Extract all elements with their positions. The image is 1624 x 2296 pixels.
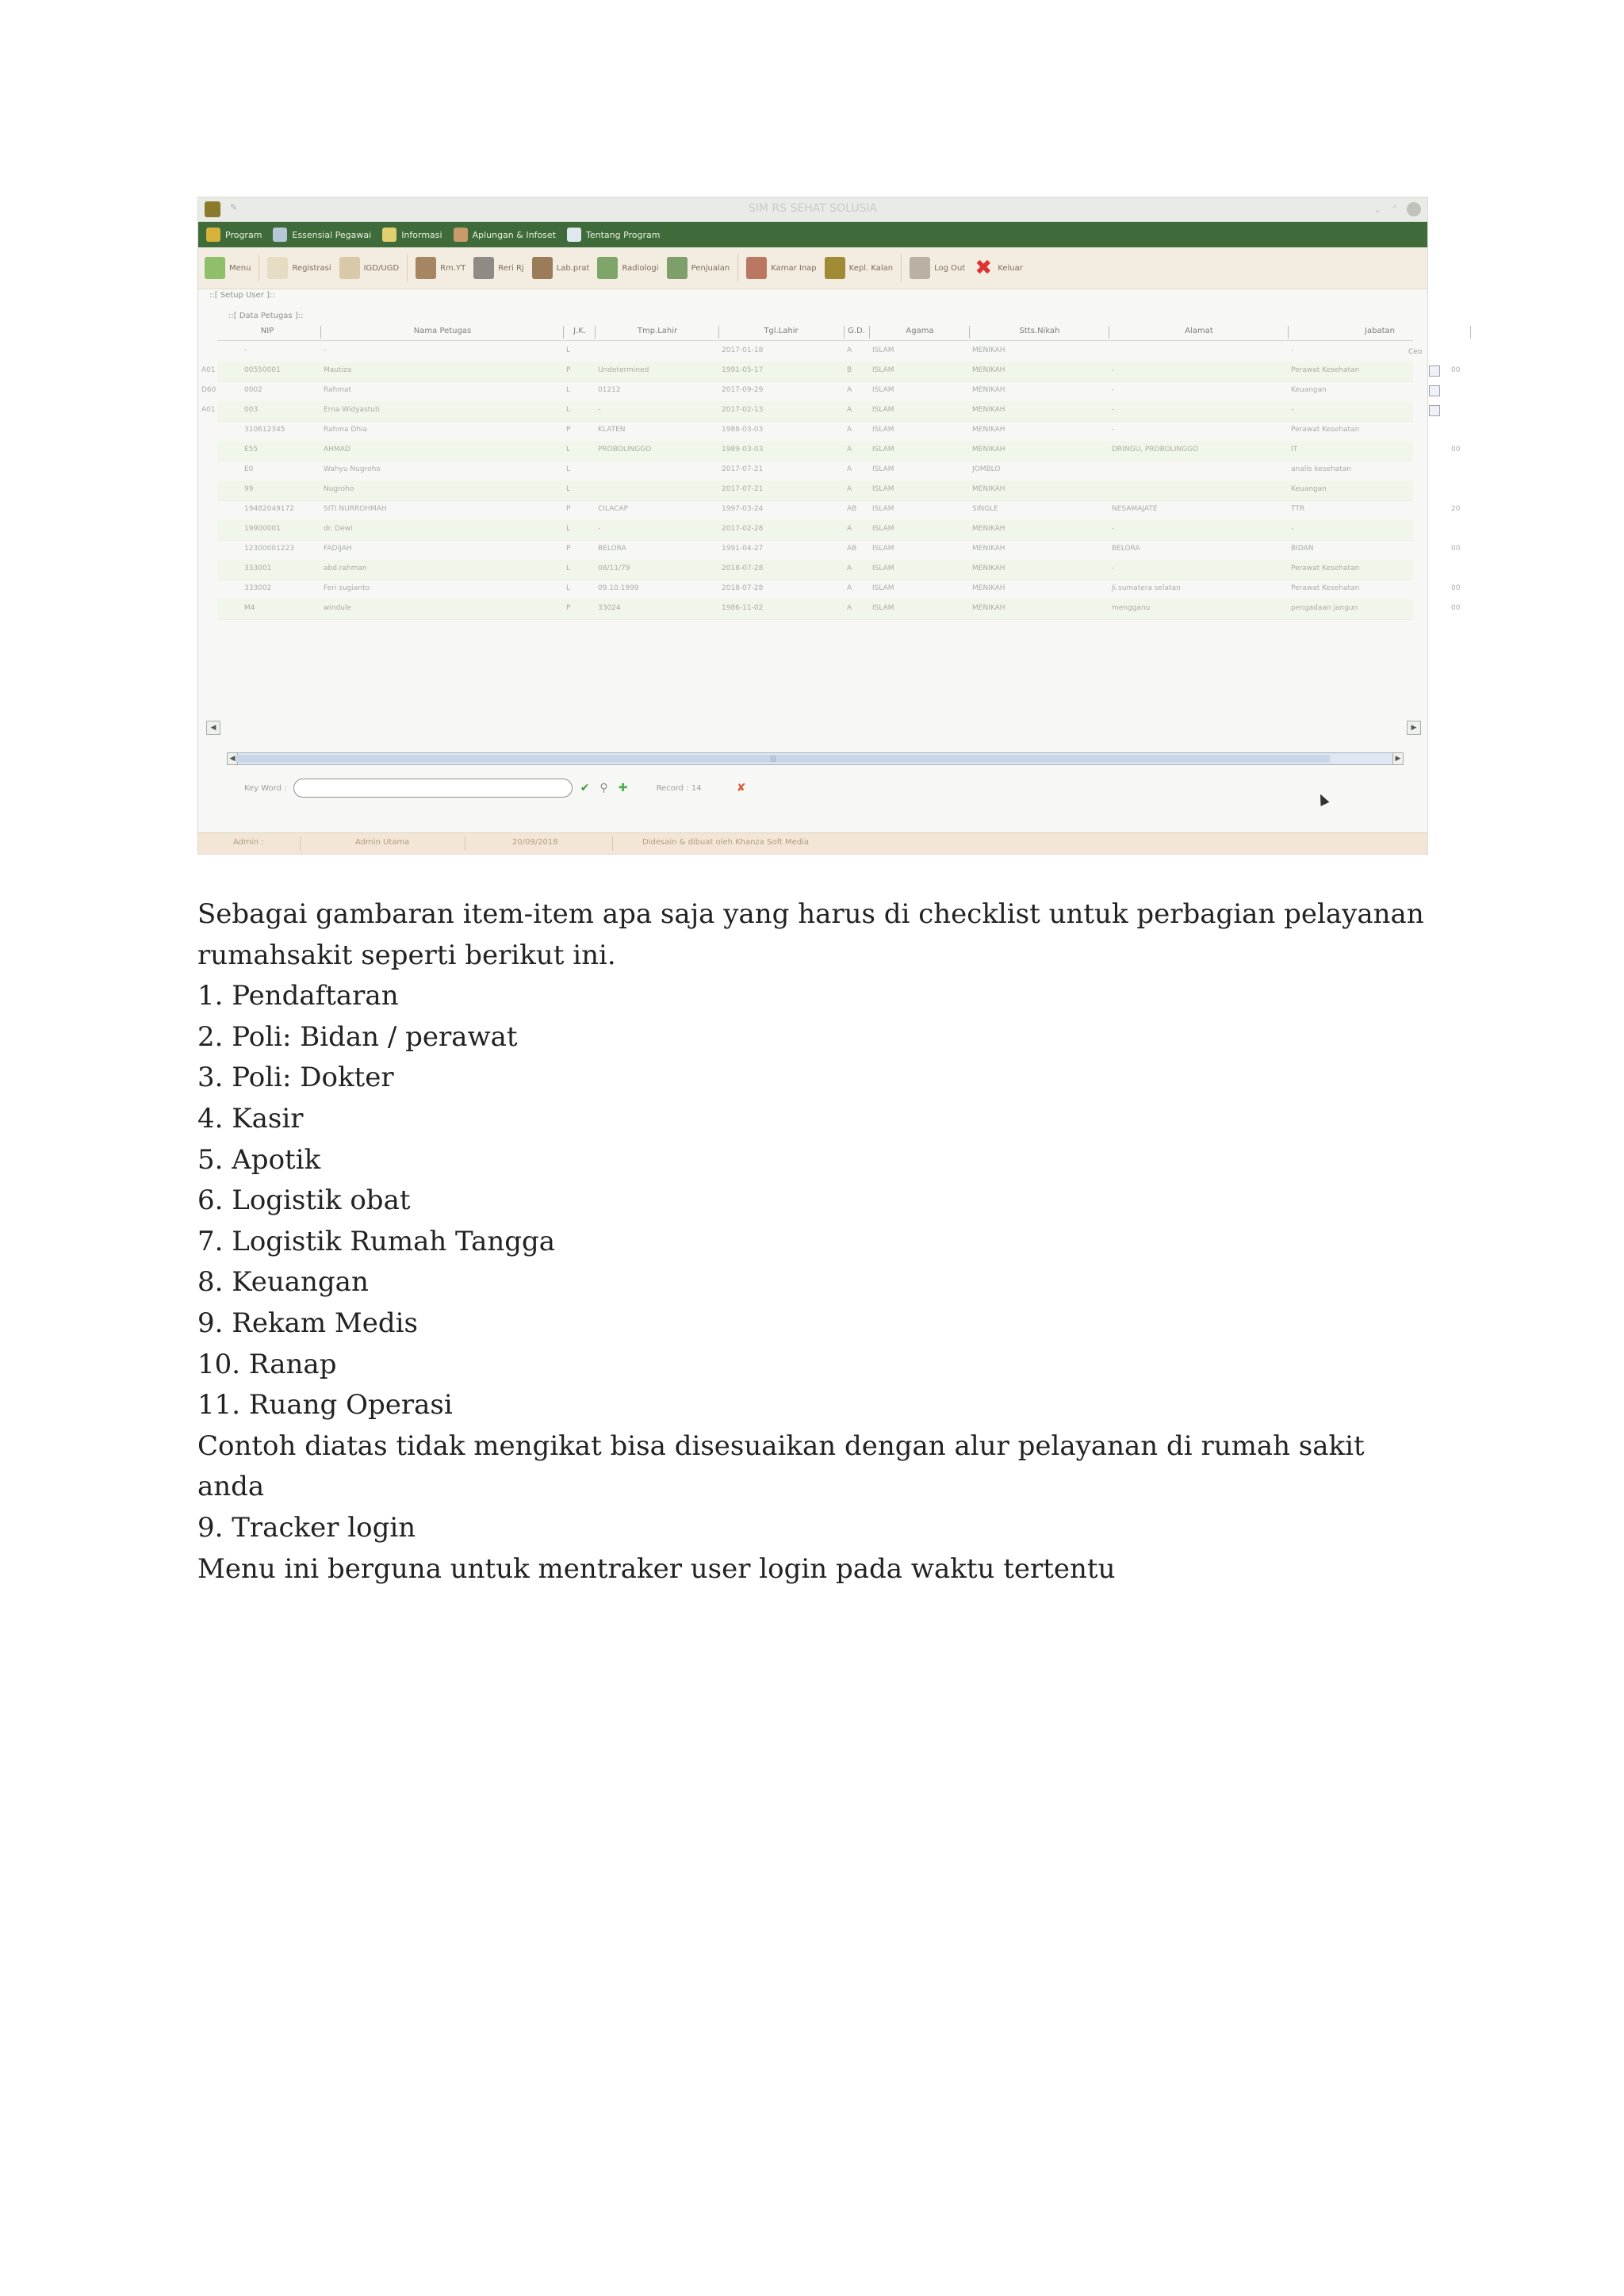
cell-jk: P	[566, 604, 571, 612]
cell-extra: 00	[1451, 446, 1461, 453]
cell-tmp: -	[598, 406, 601, 414]
status-user: Admin Utama	[355, 838, 410, 847]
checklist-item: 7. Logistik Rumah Tangga	[197, 1225, 556, 1257]
cell-gd: A	[847, 584, 852, 592]
cell-jabatan: pengadaan jangun	[1291, 604, 1358, 612]
window-titlebar	[198, 197, 1427, 222]
table-header	[217, 324, 1413, 341]
cell-tmp: BELORA	[598, 545, 626, 553]
cell-alamat: Ji.sumatera selatan	[1112, 584, 1181, 592]
checklist-item: 3. Poli: Dokter	[197, 1062, 394, 1094]
menu-label: Tentang Program	[585, 229, 661, 240]
intro-paragraph: Sebagai gambaran item-item apa saja yang harus di checklist untuk perbagian pelayanan rumahsakit seperti berikut ini.	[197, 898, 1424, 971]
cell-tmp: 08/11/79	[598, 564, 630, 572]
toolbar	[198, 247, 1427, 289]
toolbar-label: Registrasi	[292, 263, 331, 273]
toolbar-divider	[737, 254, 738, 281]
col-header-jabatan[interactable]: Jabatan	[1365, 327, 1395, 335]
cell-jk: L	[566, 446, 571, 453]
cell-jabatan: Perawat Kesehatan	[1291, 584, 1360, 592]
cell-tgl: 2017-09-29	[722, 386, 764, 394]
col-header-tgl-lahir[interactable]: Tgl.Lahir	[764, 327, 799, 335]
cell-extra: 00	[1451, 366, 1461, 374]
cell-nip: 0002	[244, 386, 262, 394]
table-row[interactable]	[217, 342, 1413, 362]
cell-nikah: MENIKAH	[972, 346, 1005, 354]
table-row[interactable]	[217, 500, 1461, 521]
cell-jk: L	[566, 465, 571, 473]
cell-nip: 99	[244, 485, 254, 493]
row-checkbox[interactable]	[1429, 405, 1440, 416]
cell-tmp: 09.10.1999	[598, 584, 639, 592]
cell-agama: ISLAM	[872, 366, 894, 374]
cell-nip: 12300001223	[244, 545, 294, 553]
toolbar-rerirj-button[interactable]	[473, 257, 523, 279]
cell-nama: dr. Dewi	[324, 525, 353, 533]
toolbar-menu-button[interactable]	[205, 257, 251, 279]
cell-tgl: 2017-02-28	[722, 525, 764, 533]
cell-nip: 19482049172	[244, 505, 294, 513]
column-divider[interactable]	[844, 326, 845, 339]
cell-gd: A	[847, 386, 852, 394]
cell-gd: A	[847, 465, 852, 473]
column-divider[interactable]	[869, 326, 870, 339]
radiology-icon	[597, 257, 618, 279]
toolbar-label: Keluar	[998, 263, 1023, 273]
cell-gd: A	[847, 426, 852, 434]
menu-informasi[interactable]	[382, 228, 442, 242]
cell-nip: E0	[244, 465, 254, 473]
maximize-icon[interactable]: ⌃	[1390, 204, 1400, 215]
cell-nama: Erna Widyastuti	[324, 406, 381, 414]
registration-icon	[267, 257, 288, 279]
magnifier-icon[interactable]: ⚲	[599, 782, 608, 794]
toolbar-lab-button[interactable]	[532, 257, 590, 279]
toolbar-label: Rm.YT	[440, 263, 466, 273]
cell-agama: ISLAM	[872, 346, 894, 354]
horizontal-scrollbar[interactable]	[227, 752, 1404, 765]
scrollbar-right-arrow-icon[interactable]: ▶	[1392, 752, 1404, 765]
table-row[interactable]	[217, 461, 1413, 481]
cell-agama: ISLAM	[872, 545, 894, 553]
toolbar-label: IGD/UGD	[363, 263, 400, 273]
house-icon	[746, 257, 767, 279]
toolbar-label: Radiologi	[622, 263, 659, 273]
cell-nikah: MENIKAH	[972, 485, 1005, 493]
cell-jk: P	[566, 545, 571, 553]
cell-jabatan: analis kesehatan	[1291, 465, 1351, 473]
logout-icon	[910, 257, 930, 279]
lab-icon	[532, 257, 553, 279]
bed-icon	[416, 257, 436, 279]
cell-tgl: 2017-07-21	[722, 465, 764, 473]
cell-alamat: NESAMAJATE	[1112, 505, 1158, 513]
toolbar-label: Menu	[229, 263, 251, 273]
stethoscope-icon	[473, 257, 494, 279]
search-label: Key Word :	[244, 783, 287, 793]
col-header-nip[interactable]: NIP	[260, 327, 274, 335]
cell-nip: 19900001	[244, 525, 281, 533]
cell-jabatan: Keuangan	[1291, 386, 1327, 394]
toolbar-divider	[407, 254, 408, 281]
cell-jabatan: Perawat Kesehatan	[1291, 366, 1360, 374]
status-divider	[612, 836, 613, 851]
checklist-item: 9. Rekam Medis	[197, 1307, 418, 1339]
cell-gd: A	[847, 406, 852, 414]
minimize-icon[interactable]: ⌄	[1373, 204, 1382, 215]
toolbar-keluar-button[interactable]	[973, 257, 1023, 279]
cell-nikah: MENIKAH	[972, 446, 1005, 453]
column-divider[interactable]	[1288, 326, 1289, 339]
extra-column-header: Ceo	[1408, 348, 1423, 356]
cell-jk: L	[566, 386, 571, 394]
table-row[interactable]	[217, 480, 1413, 501]
cell-agama: ISLAM	[872, 485, 894, 493]
scroll-right-icon[interactable]: ▶	[1407, 721, 1421, 735]
cell-nikah: MENIKAH	[972, 545, 1005, 553]
cell-nama: FADIJAH	[324, 545, 352, 553]
cell-gd: A	[847, 564, 852, 572]
cart-icon	[667, 257, 688, 279]
app-screenshot	[197, 197, 1461, 855]
scrollbar-left-arrow-icon[interactable]: ◀	[227, 752, 238, 765]
exit-x-icon: ✖	[975, 256, 993, 280]
col-header-nama[interactable]: Nama Petugas	[413, 327, 472, 335]
cell-gd: A	[847, 525, 852, 533]
cell-nama: Rahmat	[324, 386, 352, 394]
cell-nikah: MENIKAH	[972, 386, 1005, 394]
menu-label: Program	[225, 229, 262, 240]
checklist	[197, 976, 1434, 1426]
cell-nikah: JOMBLO	[972, 465, 1001, 473]
report-icon	[825, 257, 845, 279]
cell-tmp: 33024	[598, 604, 621, 612]
column-divider[interactable]	[563, 326, 564, 339]
toolbar-label: Reri Rj	[498, 263, 524, 273]
cell-alamat: mengganu	[1112, 604, 1151, 612]
cell-jk: P	[566, 505, 571, 513]
cell-nip: 333001	[244, 564, 272, 572]
cell-alamat: -	[1112, 386, 1115, 394]
cell-agama: ISLAM	[872, 406, 894, 414]
col-header-alamat[interactable]: Alamat	[1185, 327, 1213, 335]
document-icon	[567, 228, 581, 242]
toolbar-label: Kepl. Kalan	[848, 263, 894, 273]
tools-icon	[454, 228, 468, 242]
row-number: D60	[201, 386, 216, 394]
cell-nama: Rahma Dhia	[324, 426, 368, 434]
table-row[interactable]	[217, 560, 1413, 580]
user-icon	[273, 228, 287, 242]
table-row[interactable]	[201, 362, 1461, 382]
toolbar-registrasi-button[interactable]	[267, 257, 331, 279]
search-bar	[244, 776, 748, 800]
note-paragraph: Contoh diatas tidak mengikat bisa disesuaikan dengan alur pelayanan di rumah sakit anda	[197, 1429, 1365, 1503]
cell-tgl: 1991-05-17	[722, 366, 764, 374]
cell-nikah: MENIKAH	[972, 564, 1005, 572]
toolbar-divider	[901, 254, 902, 281]
scroll-left-icon[interactable]: ◀	[206, 721, 220, 735]
table-row[interactable]	[217, 580, 1461, 600]
status-bar	[198, 832, 1427, 854]
cell-tmp: Undetermined	[598, 366, 649, 374]
cell-tgl: 2017-01-18	[722, 346, 764, 354]
cell-alamat: -	[1112, 564, 1115, 572]
cell-alamat: -	[1112, 525, 1115, 533]
cell-extra: 00	[1451, 545, 1461, 553]
checklist-item: 11. Ruang Operasi	[197, 1389, 453, 1422]
cell-nama: -	[324, 346, 327, 354]
status-date: 20/09/2018	[512, 838, 558, 847]
cell-jabatan: BIDAN	[1291, 545, 1314, 553]
cell-gd: A	[847, 346, 852, 354]
toolbar-kepl-kalan-button[interactable]	[825, 257, 893, 279]
menu-aplungan[interactable]	[454, 228, 556, 242]
cell-nikah: MENIKAH	[972, 604, 1005, 612]
cell-extra: 00	[1451, 584, 1461, 592]
cell-jk: L	[566, 584, 571, 592]
row-number: A01	[201, 366, 216, 374]
section-description: Menu ini berguna untuk mentraker user login pada waktu tertentu	[197, 1552, 1116, 1585]
toolbar-label: Penjualan	[691, 263, 730, 273]
cell-jk: P	[566, 366, 571, 374]
cell-jk: L	[566, 346, 571, 354]
cell-tgl: 2017-02-13	[722, 406, 764, 414]
menu-bar	[198, 222, 1427, 247]
cell-jk: P	[566, 426, 571, 434]
cell-gd: AB	[847, 545, 857, 553]
cell-nama: AHMAD	[324, 446, 350, 453]
cell-alamat: DRINGU, PROBOLINGGO	[1112, 446, 1199, 453]
column-divider[interactable]	[718, 326, 719, 339]
cell-tgl: 2018-07-28	[722, 564, 764, 572]
cell-nip: 003	[244, 406, 259, 414]
mouse-cursor-icon	[1316, 792, 1330, 806]
checklist-item: 8. Keuangan	[197, 1266, 369, 1299]
cell-tgl: 2017-07-21	[722, 485, 764, 493]
cell-agama: ISLAM	[872, 426, 894, 434]
info-icon	[382, 228, 396, 242]
cell-agama: ISLAM	[872, 505, 894, 513]
checklist-item: 10. Ranap	[197, 1348, 337, 1380]
row-number: A01	[201, 406, 216, 414]
checklist-item: 1. Pendaftaran	[197, 980, 399, 1012]
cell-tgl: 1989-03-03	[722, 446, 764, 453]
cell-jabatan: Perawat Kesehatan	[1291, 426, 1360, 434]
cell-nikah: MENIKAH	[972, 406, 1005, 414]
cell-nikah: SINGLE	[972, 505, 998, 513]
checklist-item: 5. Apotik	[197, 1143, 321, 1176]
cell-tgl: 2018-07-28	[722, 584, 764, 592]
col-header-jk[interactable]: J.K.	[573, 327, 586, 335]
table-row[interactable]	[217, 540, 1461, 561]
toolbar-igd-button[interactable]	[339, 257, 400, 279]
menu-program[interactable]	[206, 228, 262, 242]
cell-agama: ISLAM	[872, 386, 894, 394]
row-checkbox[interactable]	[1429, 365, 1440, 377]
toolbar-rm-button[interactable]	[416, 257, 465, 279]
status-divider	[300, 836, 301, 851]
cell-tmp: PROBOLINGGO	[598, 446, 652, 453]
cell-tgl: 1988-03-03	[722, 426, 764, 434]
cell-agama: ISLAM	[872, 525, 894, 533]
cell-jabatan: -	[1291, 406, 1294, 414]
cell-gd: A	[847, 604, 852, 612]
table-row[interactable]	[217, 599, 1461, 620]
table-row[interactable]	[201, 381, 1413, 402]
cell-nama: Mautiza	[324, 366, 352, 374]
cell-nip: 00550001	[244, 366, 281, 374]
cell-jk: L	[566, 485, 571, 493]
cell-alamat: -	[1112, 426, 1115, 434]
cell-tgl: 1997-03-24	[722, 505, 764, 513]
cell-tmp: KLATEN	[598, 426, 626, 434]
cell-alamat: BELORA	[1112, 545, 1140, 553]
menu-tentang-program[interactable]	[567, 228, 661, 242]
cell-jabatan: IT	[1291, 446, 1298, 453]
window-title: SIM RS SEHAT SOLUSIA	[748, 202, 878, 215]
cell-tmp: -	[598, 525, 601, 533]
col-header-gd[interactable]: G.D.	[848, 327, 865, 335]
cell-nikah: MENIKAH	[972, 366, 1005, 374]
scrollbar-grip-icon: |||	[770, 755, 777, 762]
toolbar-label: Log Out	[934, 263, 966, 273]
cell-jabatan: Keuangan	[1291, 485, 1327, 493]
breadcrumb: ::[ Setup User ]::	[209, 291, 275, 300]
cell-agama: ISLAM	[872, 564, 894, 572]
cell-jabatan: Perawat Kesehatan	[1291, 564, 1360, 572]
delete-icon[interactable]: ✘	[736, 782, 746, 794]
menu-label: Essensial Pegawai	[292, 229, 372, 240]
nurse-icon	[339, 257, 360, 279]
cell-nikah: MENIKAH	[972, 426, 1005, 434]
cell-nama: Nugroho	[324, 485, 354, 493]
cell-nip: 310612345	[244, 426, 285, 434]
cell-nip: -	[244, 346, 247, 354]
cell-agama: ISLAM	[872, 446, 894, 453]
col-header-tmp-lahir[interactable]: Tmp.Lahir	[637, 327, 678, 335]
col-header-agama[interactable]: Agama	[906, 327, 934, 335]
toolbar-radiologi-button[interactable]	[597, 257, 658, 279]
cell-tmp: CILACAP	[598, 505, 629, 513]
menu-label: Aplungan & Infoset	[472, 229, 556, 240]
status-credit: Didesain & dibuat oleh Khanza Soft Media	[642, 838, 810, 847]
cell-tgl: 1986-11-02	[722, 604, 764, 612]
cell-nama: Feri sugianto	[324, 584, 370, 592]
add-icon[interactable]: ✚	[618, 782, 628, 794]
scrollbar-thumb[interactable]	[236, 755, 1330, 763]
group-title: ::[ Data Petugas ]::	[228, 312, 304, 320]
cell-nama: Wahyu Nugroho	[324, 465, 381, 473]
cell-agama: ISLAM	[872, 604, 894, 612]
key-icon	[206, 228, 220, 242]
cell-gd: B	[847, 366, 852, 374]
record-count: Record : 14	[656, 783, 702, 793]
home-icon	[205, 257, 225, 279]
cell-alamat: -	[1112, 406, 1115, 414]
cell-nama: SITI NURROHMAH	[324, 505, 387, 513]
close-icon[interactable]	[1407, 202, 1421, 216]
toolbar-label: Lab.prat	[556, 263, 590, 273]
cell-nama: windule	[324, 604, 352, 612]
col-header-stts-nikah[interactable]: Stts.Nikah	[1019, 327, 1060, 335]
checklist-item: 6. Logistik obat	[197, 1184, 411, 1217]
cell-nikah: MENIKAH	[972, 584, 1005, 592]
cell-gd: AB	[847, 505, 857, 513]
pin-icon[interactable]: ✎	[230, 202, 238, 212]
cell-gd: A	[847, 485, 852, 493]
cell-agama: ISLAM	[872, 465, 894, 473]
cell-nikah: MENIKAH	[972, 525, 1005, 533]
cell-nip: M4	[244, 604, 255, 612]
search-input[interactable]	[293, 779, 573, 798]
cell-jk: L	[566, 525, 571, 533]
toolbar-logout-button[interactable]	[910, 257, 965, 279]
table-row[interactable]	[217, 441, 1461, 461]
checklist-item: 4. Kasir	[197, 1102, 304, 1135]
document-body	[197, 894, 1434, 1590]
cell-jk: L	[566, 564, 571, 572]
section-heading: 9. Tracker login	[197, 1511, 416, 1544]
checklist-item: 2. Poli: Bidan / perawat	[197, 1020, 518, 1053]
cell-tgl: 1991-04-27	[722, 545, 764, 553]
cell-agama: ISLAM	[872, 584, 894, 592]
row-checkbox[interactable]	[1429, 385, 1440, 396]
column-divider[interactable]	[320, 326, 321, 339]
cell-extra: 00	[1451, 604, 1461, 612]
cell-jabatan: TTR	[1291, 505, 1305, 513]
toolbar-kamar-inap-button[interactable]	[746, 257, 816, 279]
cell-alamat: -	[1112, 366, 1115, 374]
menu-label: Informasi	[401, 229, 442, 240]
cell-nip: 333002	[244, 584, 272, 592]
cell-tmp: 01212	[598, 386, 621, 394]
column-divider[interactable]	[595, 326, 596, 339]
cell-jabatan: -	[1291, 346, 1294, 354]
menu-essensial-pegawai[interactable]	[273, 228, 371, 242]
table-row[interactable]	[217, 520, 1413, 541]
check-icon[interactable]: ✔	[580, 782, 590, 794]
column-divider[interactable]	[969, 326, 970, 339]
cell-jk: L	[566, 406, 571, 414]
toolbar-penjualan-button[interactable]	[667, 257, 730, 279]
table-row[interactable]	[217, 421, 1413, 442]
cell-nip: E55	[244, 446, 259, 453]
cell-nama: abd.rahman	[324, 564, 367, 572]
status-admin-label: Admin :	[233, 838, 264, 847]
column-divider[interactable]	[1470, 326, 1471, 339]
cell-extra: 20	[1451, 505, 1461, 513]
cell-gd: A	[847, 446, 852, 453]
table-row[interactable]	[201, 401, 1413, 422]
toolbar-label: Kamar Inap	[771, 263, 817, 273]
cell-jabatan: -	[1291, 525, 1294, 533]
